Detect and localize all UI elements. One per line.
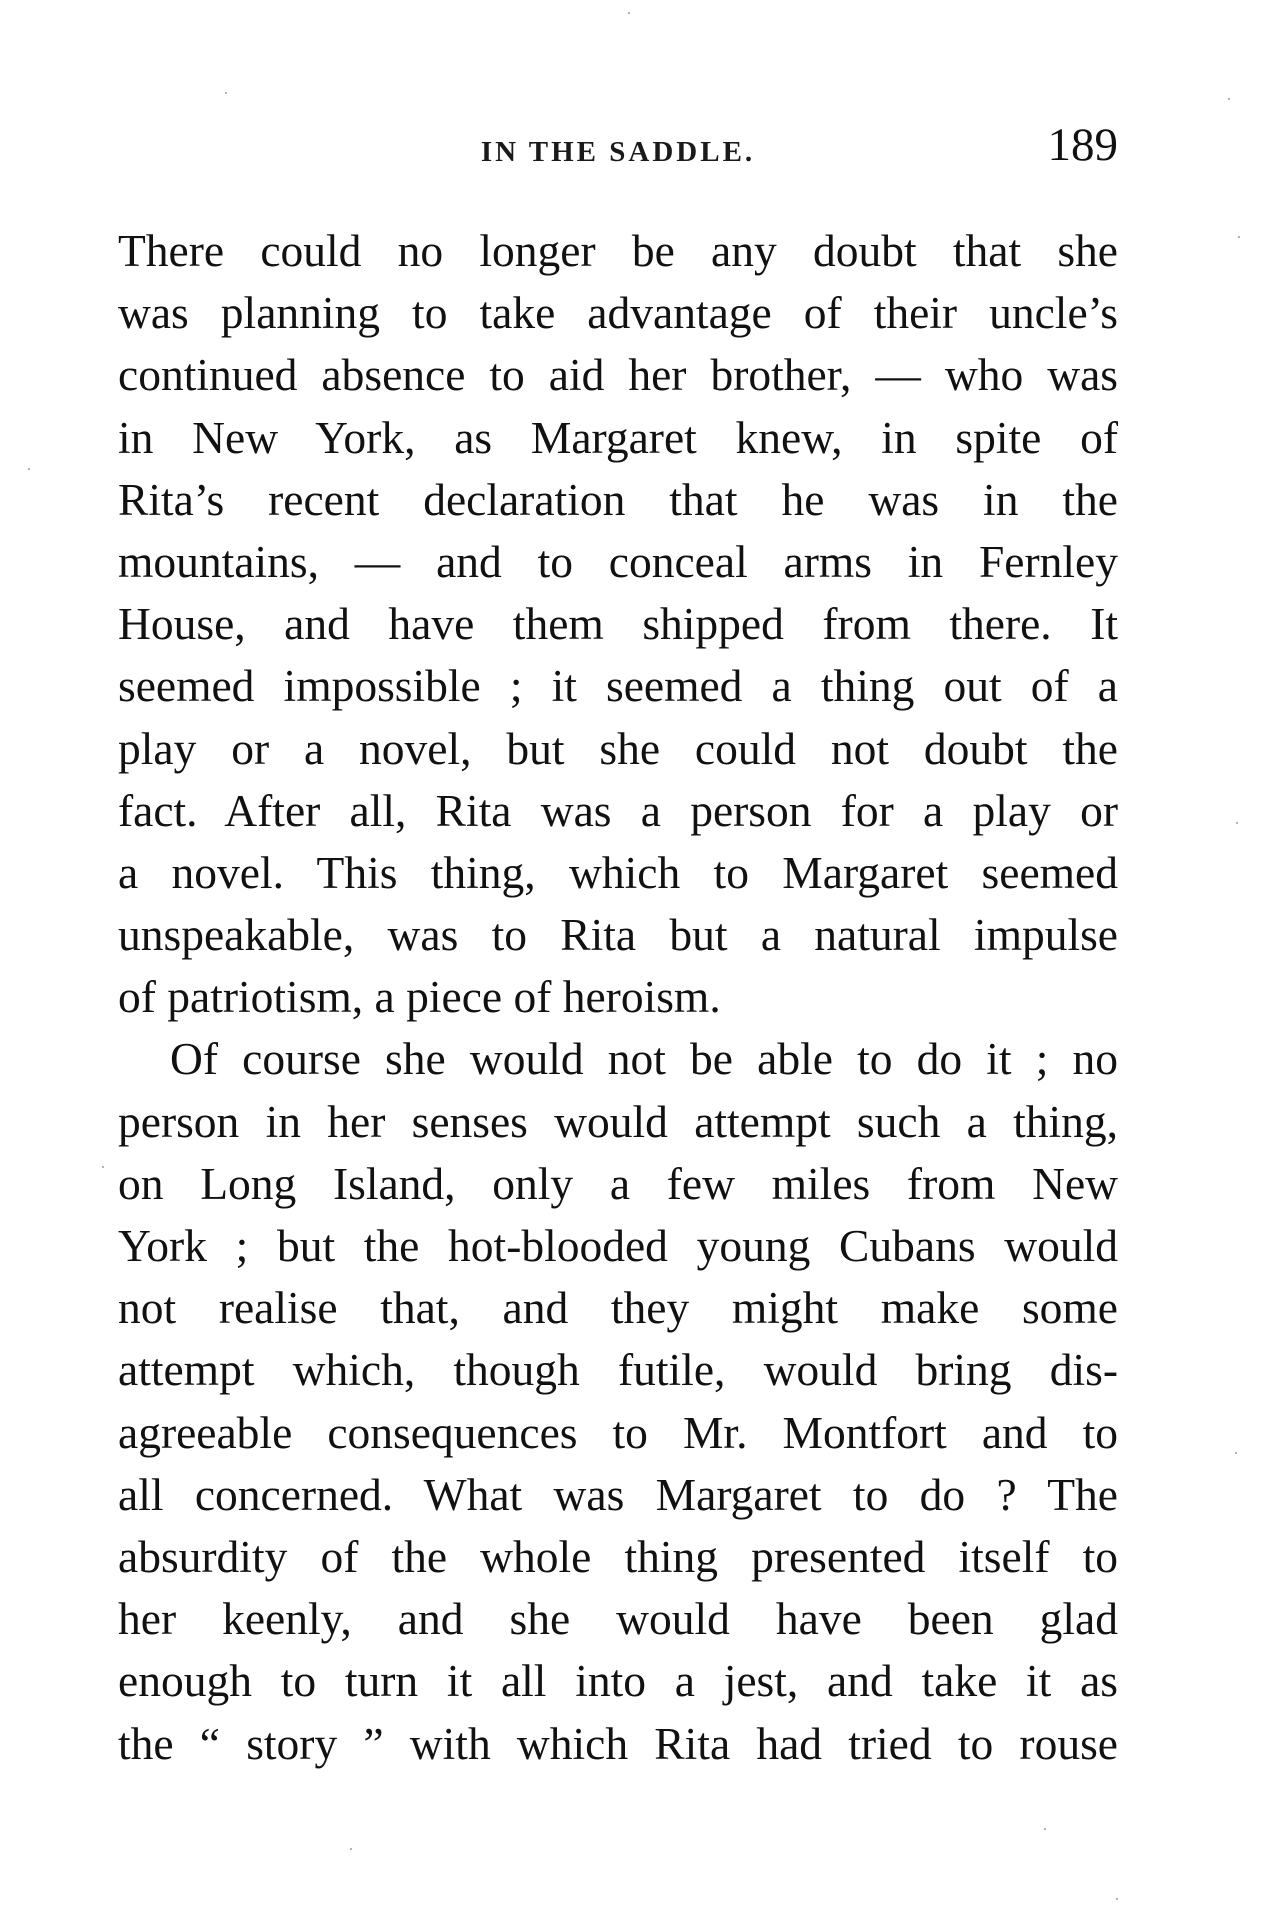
- text-line: unspeakable, was to Rita but a natural impulse: [118, 909, 1118, 961]
- text-line: fact. After all, Rita was a person for a play or: [118, 784, 1118, 836]
- paper-speck: [1116, 1898, 1118, 1900]
- paper-speck: [1236, 822, 1238, 824]
- text-line: was planning to take advantage of their uncle’s: [118, 287, 1118, 339]
- paper-speck: [1044, 1828, 1046, 1830]
- text-line: play or a novel, but she could not doubt the: [118, 722, 1118, 774]
- paper-speck: [1235, 1452, 1237, 1454]
- text-line: in New York, as Margaret knew, in spite of: [118, 411, 1118, 463]
- body-text: [118, 220, 1118, 1775]
- text-line: seemed impossible ; it seemed a thing out of a: [118, 660, 1118, 712]
- text-line: agreeable consequences to Mr. Montfort and to: [118, 1406, 1118, 1458]
- paper-speck: [102, 1166, 104, 1168]
- text-line: mountains, — and to conceal arms in Fernley: [118, 535, 1118, 587]
- text-line: House, and have them shipped from there. It: [118, 598, 1118, 650]
- paper-speck: [28, 468, 30, 470]
- text-line: her keenly, and she would have been glad: [118, 1593, 1118, 1645]
- text-line: enough to turn it all into a jest, and take it as: [118, 1655, 1118, 1707]
- text-line: absurdity of the whole thing presented itself to: [118, 1530, 1118, 1582]
- text-line: York ; but the hot-blooded young Cubans would: [118, 1220, 1118, 1271]
- running-title: IN THE SADDLE.: [480, 136, 756, 168]
- text-line: on Long Island, only a few miles from New: [118, 1157, 1118, 1209]
- text-line: not realise that, and they might make some: [118, 1282, 1118, 1334]
- text-line: attempt which, though futile, would bring dis-: [118, 1344, 1118, 1396]
- paper-speck: [1228, 98, 1230, 100]
- paper-speck: [225, 92, 227, 94]
- paper-speck: [350, 1848, 352, 1850]
- text-line: continued absence to aid her brother, — who was: [118, 349, 1118, 401]
- running-head: [118, 118, 1118, 178]
- paper-speck: [1238, 236, 1240, 238]
- text-line: Rita’s recent declaration that he was in the: [118, 473, 1118, 525]
- paragraph-start-line: Of course she would not be able to do it ; no: [170, 1033, 1118, 1085]
- page-number: 189: [1047, 119, 1118, 171]
- text-line: There could no longer be any doubt that she: [118, 225, 1118, 276]
- paper-speck: [628, 12, 630, 14]
- text-line: a novel. This thing, which to Margaret seemed: [118, 846, 1118, 898]
- paragraph-end-line: of patriotism, a piece of heroism.: [118, 971, 721, 1023]
- text-line: all concerned. What was Margaret to do ? The: [118, 1468, 1118, 1520]
- text-line: person in her senses would attempt such a thing,: [118, 1095, 1118, 1147]
- text-line: the “ story ” with which Rita had tried to rouse: [118, 1717, 1118, 1769]
